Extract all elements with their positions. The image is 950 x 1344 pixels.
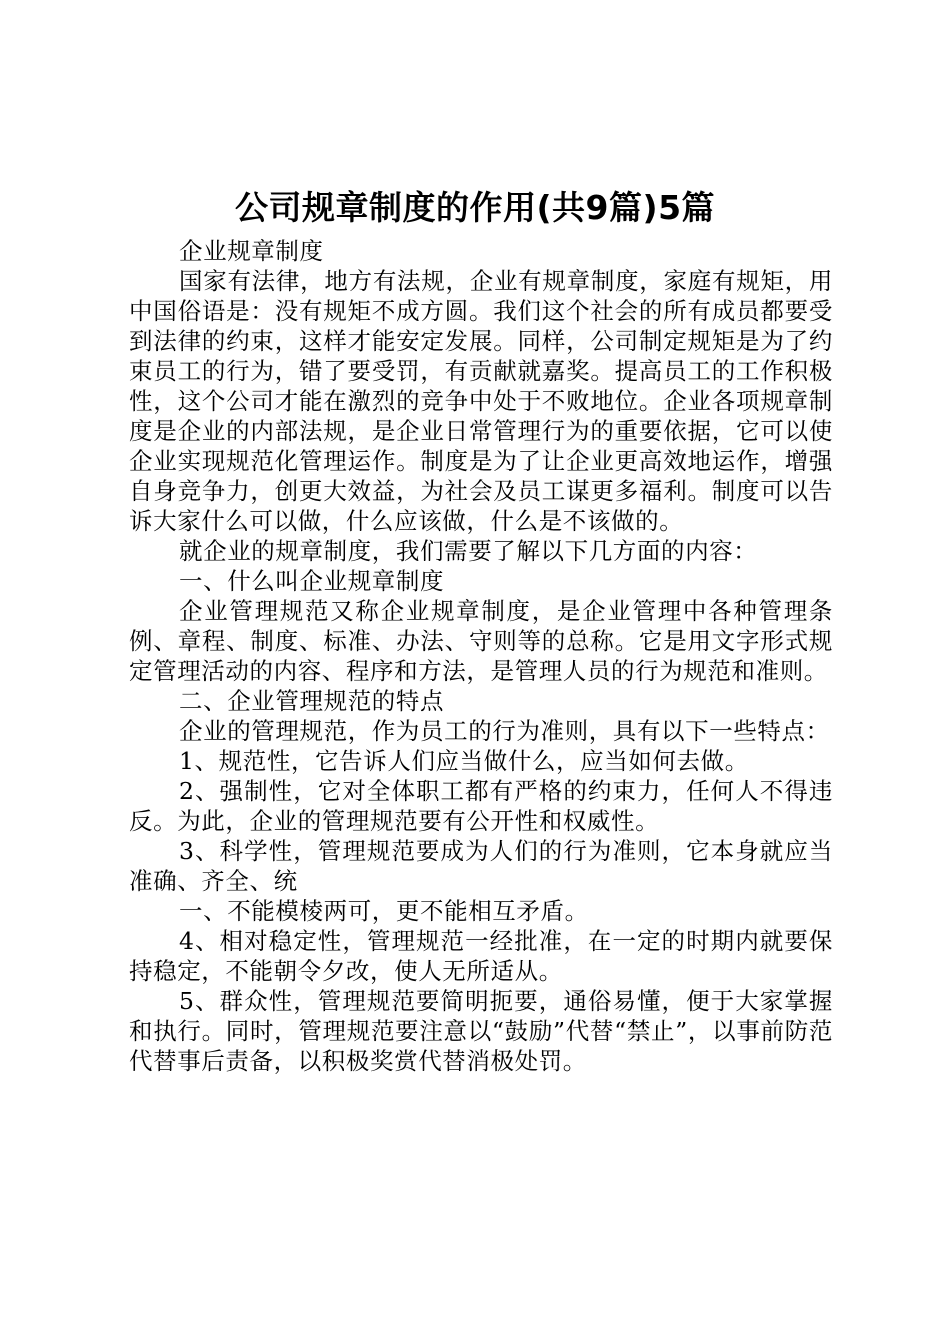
paragraph-intro: 国家有法律，地方有法规，企业有规章制度，家庭有规矩，用中国俗语是：没有规矩不成方圆。我们这个社会的所有成员都要受到法律的约束，这样才能安定发展。同样，公司制定规矩是为了约束员工的行为，错了要受罚，有贡献就嘉奖。提高员工的工作积极性，这个公司才能在激烈的竞争中处于不败地位。企业各项规章制度是企业的内部法规，是企业日常管理行为的重要依据，它可以使企业实现规范化管理运作。制度是为了让企业更高效地运作，增强自身竞争力，创更大效益，为社会及员工谋更多福利。制度可以告诉大家什么可以做，什么应该做，什么是不该做的。 (129, 267, 833, 535)
paragraph-lead-in: 就企业的规章制度，我们需要了解以下几方面的内容： (179, 537, 758, 565)
section-heading-definition: 一、什么叫企业规章制度 (179, 567, 445, 595)
list-item-normative: 1、规范性，它告诉人们应当做什么，应当如何去做。 (179, 747, 749, 775)
list-item-stability: 4、相对稳定性，管理规范一经批准，在一定的时期内就要保持稳定，不能朝令夕改，使人无所适从。 (129, 927, 833, 985)
list-item-mandatory: 2、强制性，它对全体职工都有严格的约束力，任何人不得违反。为此，企业的管理规范要有公开性和权威性。 (129, 777, 833, 835)
paragraph-definition: 企业管理规范又称企业规章制度，是企业管理中各种管理条例、章程、制度、标准、办法、守则等的总称。它是用文字形式规定管理活动的内容、程序和方法，是管理人员的行为规范和准则。 (129, 597, 833, 685)
section-heading-characteristics: 二、企业管理规范的特点 (179, 687, 445, 715)
document-title: 公司规章制度的作用(共9篇)5篇 (234, 188, 716, 227)
document-body (129, 236, 833, 1076)
list-item-scientific-continued: 一、不能模棱两可，更不能相互矛盾。 (179, 897, 589, 925)
list-item-scientific: 3、科学性，管理规范要成为人们的行为准则，它本身就应当准确、齐全、统 (129, 837, 833, 895)
paragraph-characteristics-intro: 企业的管理规范，作为员工的行为准则，具有以下一些特点： (179, 717, 830, 745)
paragraph-heading-enterprise-rules: 企业规章制度 (179, 237, 324, 265)
list-item-popularity: 5、群众性，管理规范要简明扼要，通俗易懂，便于大家掌握和执行。同时，管理规范要注意以“鼓励”代替“禁止”，以事前防范代替事后责备，以积极奖赏代替消极处罚。 (129, 987, 833, 1075)
